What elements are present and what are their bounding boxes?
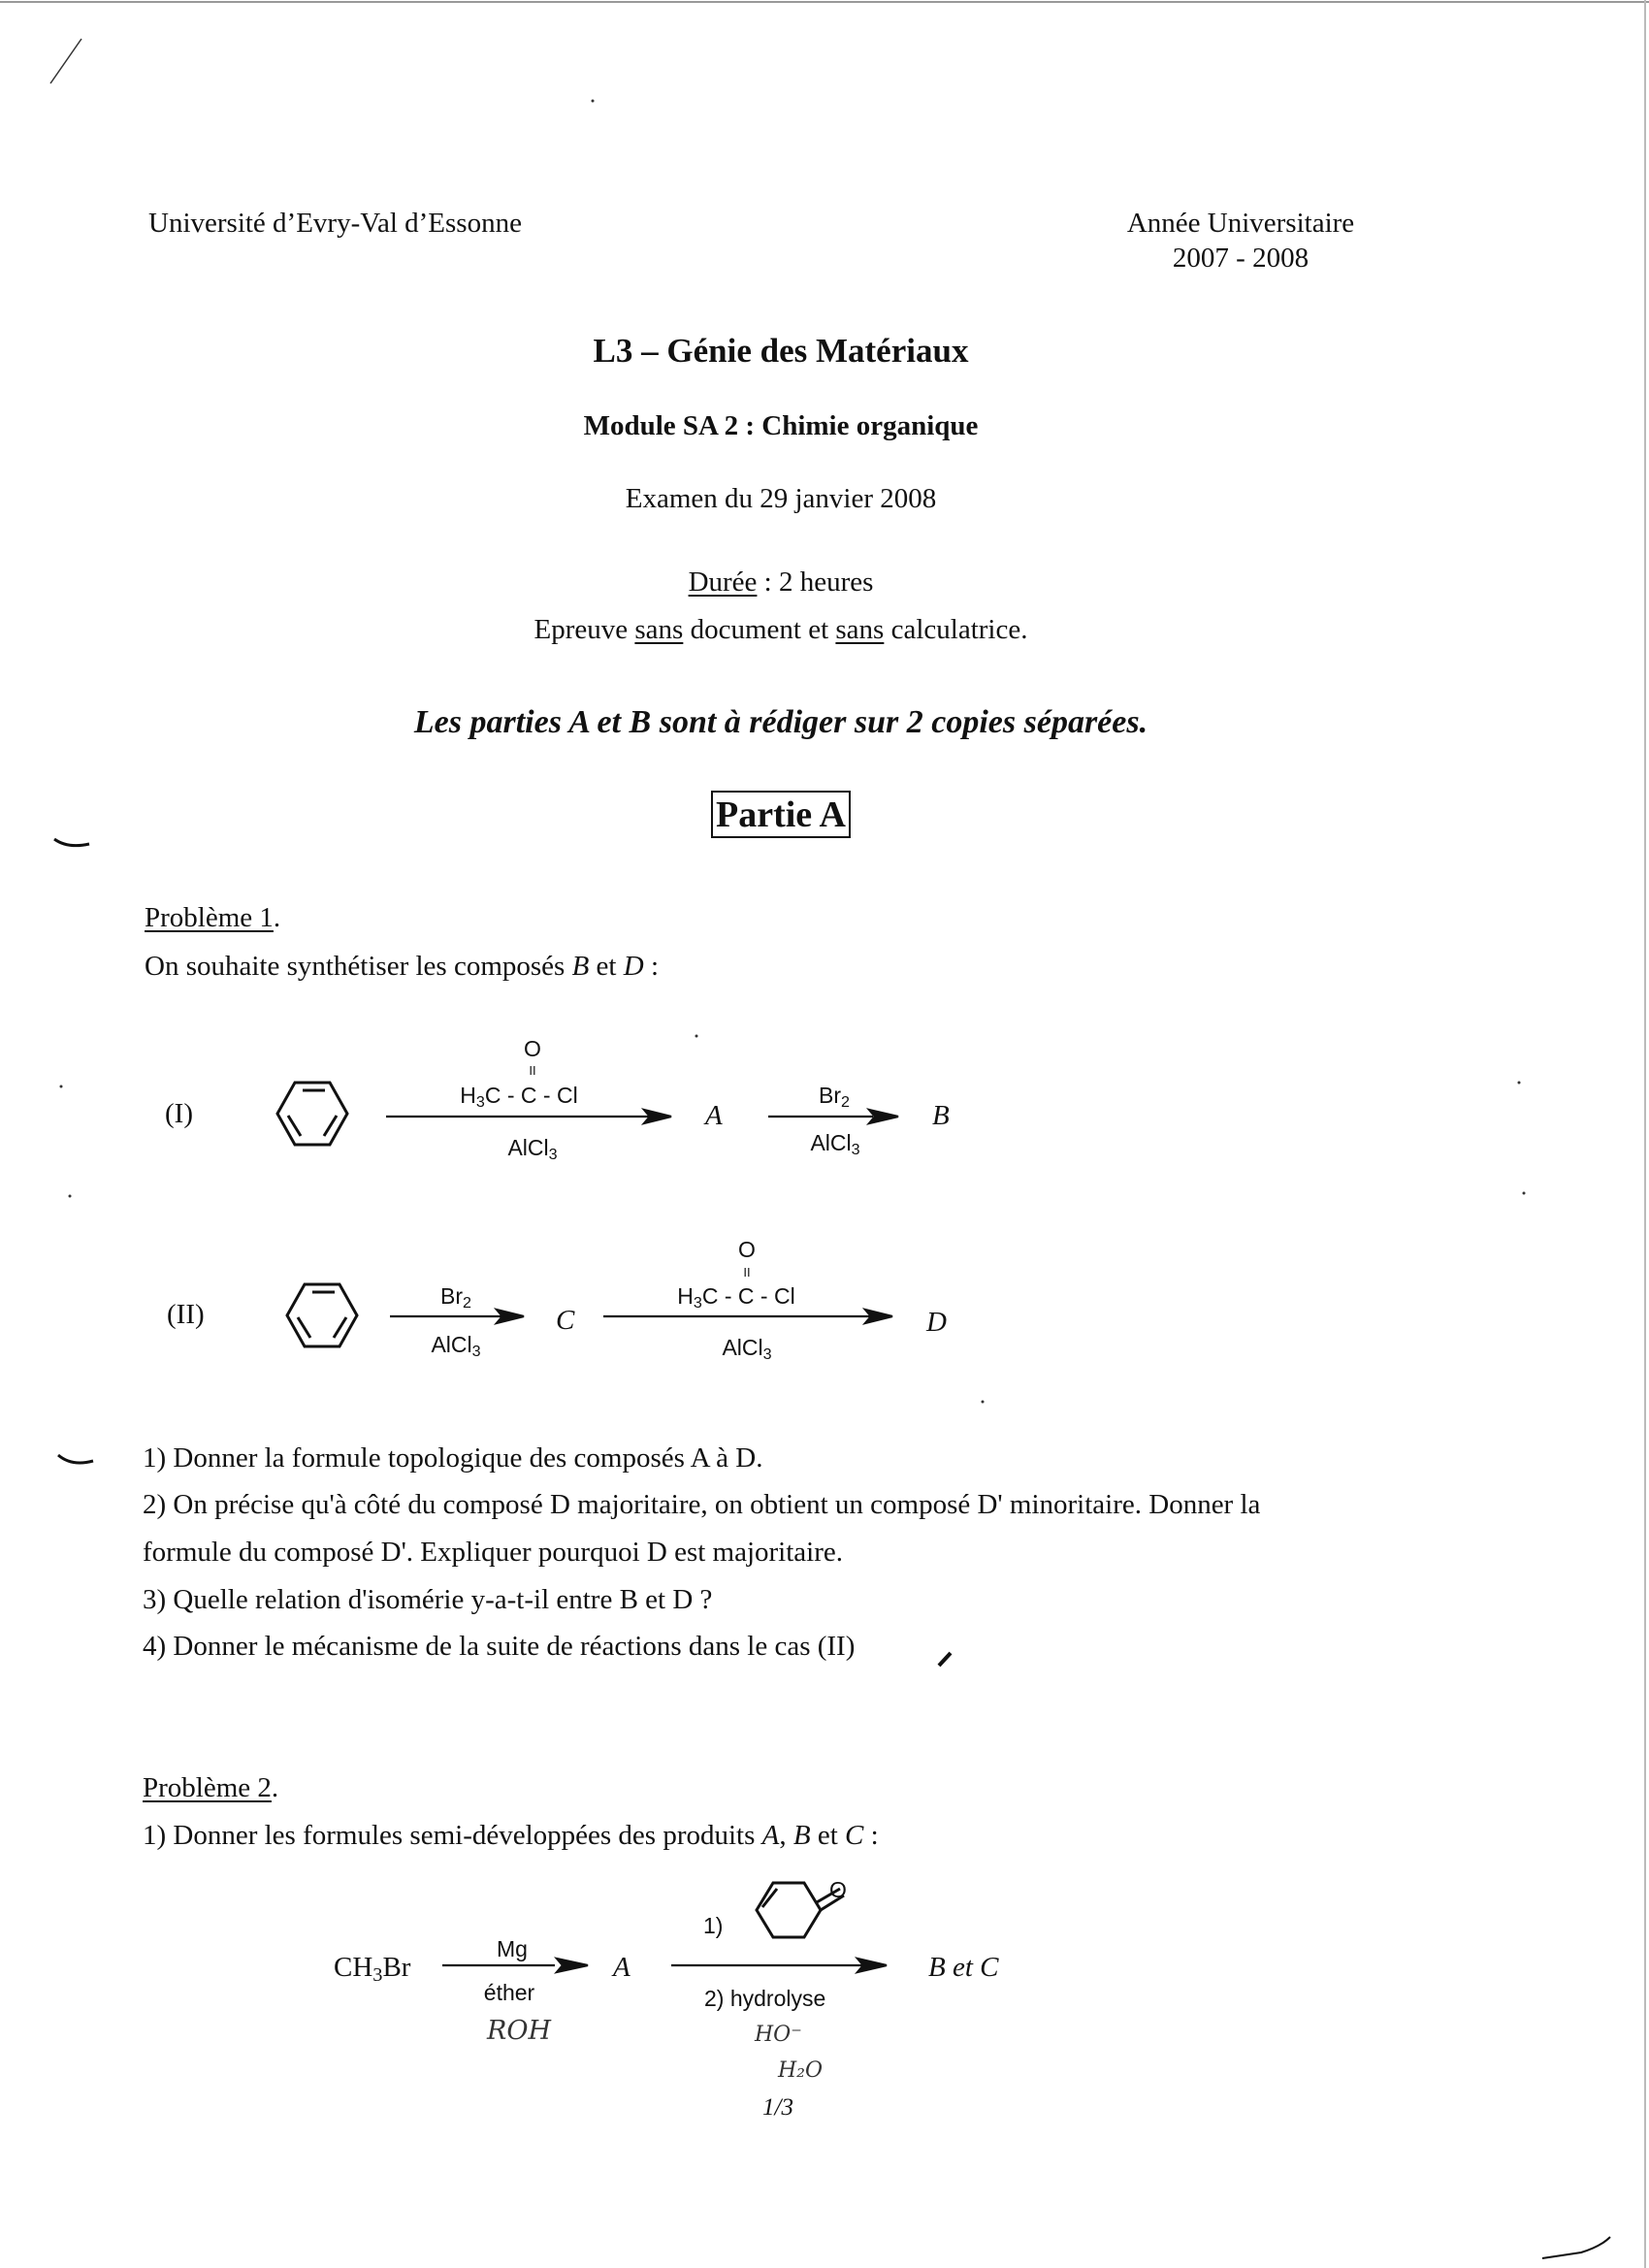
subscript: 3	[471, 1343, 481, 1361]
text: H	[460, 1083, 476, 1108]
p2-solvent-ether: éther	[483, 1980, 535, 2005]
scheme-I-oxygen: O	[524, 1036, 541, 1061]
intro-D: D	[623, 951, 644, 982]
handwritten-note-ho: HO⁻	[755, 2023, 802, 2047]
p2-reagent-mg: Mg	[497, 1936, 528, 1961]
rules-text-1: Epreuve	[534, 614, 635, 645]
scan-dot	[592, 100, 595, 103]
text: Br	[819, 1083, 842, 1108]
scheme-I-double-bond: II	[529, 1063, 536, 1078]
intro-B: B	[792, 1820, 811, 1851]
scheme-II-catalyst-2	[722, 1335, 772, 1364]
text: C - C - Cl	[701, 1283, 795, 1309]
arrow-I-2-head	[869, 1110, 898, 1123]
handwritten-note-h2o: H₂O	[778, 2058, 824, 2083]
scan-dot	[60, 1085, 63, 1088]
benzene-ring-1	[277, 1083, 347, 1145]
scheme-II-acyl-chloride	[677, 1283, 795, 1312]
university-name: Université d’Evry-Val d’Essonne	[148, 208, 522, 239]
text: AlCl	[810, 1130, 852, 1155]
text: C - C - Cl	[484, 1083, 578, 1108]
part-a-box: Partie A	[711, 791, 851, 838]
scan-mark-2	[58, 1455, 93, 1463]
scheme-I-catalyst-1	[507, 1135, 558, 1164]
scheme-II-oxygen: O	[738, 1237, 756, 1262]
text: CH	[334, 1952, 373, 1983]
question-3: 3) Quelle relation d'isomérie y-a-t-il entre B et D ?	[143, 1584, 713, 1615]
scheme-I-acyl-chloride	[460, 1083, 578, 1112]
scheme-II-label: (II)	[167, 1299, 205, 1330]
rules-sans-1: sans	[634, 614, 684, 645]
scheme-II-product-D: D	[926, 1307, 947, 1338]
subscript: 3	[851, 1141, 860, 1159]
academic-year-value: 2007 - 2008	[1172, 243, 1310, 274]
problem1-heading-text: Problème 1	[145, 902, 274, 933]
text: AlCl	[507, 1135, 549, 1160]
subscript: 2	[841, 1093, 850, 1112]
intro-and: et	[589, 951, 624, 982]
page-number: 1/3	[762, 2094, 793, 2121]
academic-year-label: Année Universitaire	[1126, 208, 1355, 239]
scheme-I-product-A: A	[705, 1100, 723, 1131]
duration-value: : 2 heures	[757, 567, 874, 598]
scan-mark-slash	[50, 39, 81, 83]
handwritten-note-roh: ROH	[487, 2016, 552, 2046]
module-title: Module SA 2 : Chimie organique	[583, 410, 979, 441]
intro-and: et	[810, 1820, 846, 1851]
scheme-I-catalyst-2	[810, 1130, 860, 1159]
rules-sans-2: sans	[835, 614, 885, 645]
text: H	[677, 1283, 694, 1309]
problem2-heading-text: Problème 2	[143, 1772, 272, 1803]
question-2-continued: formule du composé D'. Expliquer pourquoi D est majoritaire.	[143, 1537, 843, 1568]
rules-text-3: calculatrice.	[884, 614, 1028, 645]
question-2: 2) On précise qu'à côté du composé D majoritaire, on obtient un composé D' minoritaire. Donner la	[143, 1489, 1261, 1520]
intro-end: :	[863, 1820, 879, 1851]
scan-dot	[695, 1035, 698, 1038]
intro-A: A	[761, 1820, 780, 1851]
intro-C: C	[845, 1820, 864, 1851]
benzene-ring-2	[287, 1284, 357, 1346]
question-4: 4) Donner le mécanisme de la suite de réactions dans le cas (II)	[143, 1631, 856, 1662]
scheme-II-product-C: C	[556, 1305, 575, 1336]
scheme-II-catalyst-1	[431, 1332, 481, 1361]
text: Br	[382, 1952, 411, 1983]
intro-text: On souhaite synthétiser les composés	[145, 951, 572, 982]
scheme-II-double-bond: II	[743, 1265, 751, 1280]
duration-label: Durée	[688, 567, 758, 598]
p2-starting-material	[334, 1952, 411, 1987]
subscript: 2	[463, 1294, 471, 1312]
question-1: 1) Donner la formule topologique des composés A à D.	[143, 1442, 763, 1474]
subscript: 3	[475, 1093, 485, 1112]
text: Br	[440, 1283, 464, 1309]
scheme-I-bromine	[819, 1083, 850, 1112]
problem2-intro	[143, 1822, 879, 1850]
subscript: 3	[548, 1146, 558, 1164]
scheme-I-product-B: B	[932, 1100, 950, 1131]
scan-mark-3	[1542, 2237, 1610, 2258]
exam-date: Examen du 29 janvier 2008	[625, 483, 937, 514]
scan-mark-1	[54, 839, 89, 846]
p2-product-A: A	[613, 1952, 630, 1983]
scan-dot	[1523, 1192, 1526, 1195]
text: AlCl	[431, 1332, 472, 1357]
text: AlCl	[722, 1335, 763, 1360]
p2-ketone-oxygen: O	[829, 1877, 847, 1902]
intro-B: B	[571, 951, 590, 982]
problem2-heading-dot: .	[271, 1772, 279, 1803]
scan-dot	[982, 1401, 985, 1404]
arrow-p2-1-head	[557, 1959, 588, 1972]
scheme-II-bromine	[440, 1283, 471, 1312]
subscript: 3	[693, 1294, 702, 1312]
p2-products: B et C	[928, 1952, 999, 1983]
check-mark	[939, 1653, 951, 1666]
scan-dot	[69, 1195, 72, 1198]
intro-text: 1) Donner les formules semi-développées des produits	[143, 1820, 762, 1851]
subscript: 3	[762, 1345, 772, 1364]
intro-end: :	[643, 951, 659, 982]
rules-text-2: document et	[683, 614, 836, 645]
scan-dot	[1518, 1082, 1521, 1085]
scheme-I-label: (I)	[165, 1098, 193, 1129]
problem1-heading-dot: .	[273, 902, 281, 933]
instruction: Les parties A et B sont à rédiger sur 2 copies séparées.	[413, 704, 1148, 740]
p2-step-1: 1)	[703, 1913, 724, 1938]
subscript: 3	[372, 1964, 383, 1987]
p2-step-2: 2) hydrolyse	[704, 1986, 826, 2011]
problem2-heading	[143, 1774, 278, 1802]
course-title: L3 – Génie des Matériaux	[593, 332, 969, 370]
intro-comma: ,	[779, 1820, 793, 1851]
